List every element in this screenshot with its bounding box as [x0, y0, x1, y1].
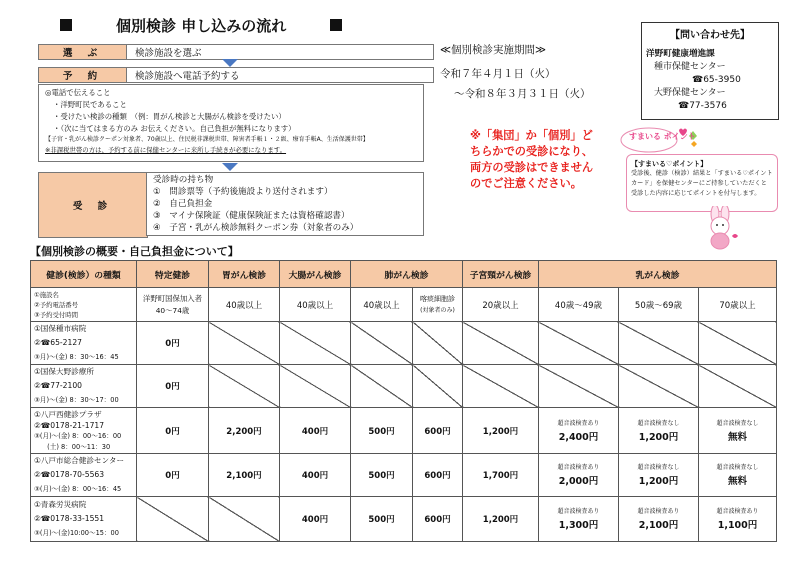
header-cervical: 子宮頸がん検診	[463, 261, 539, 288]
facility-name: ①国保大野診療所	[34, 367, 94, 376]
down-arrow-icon	[222, 163, 238, 171]
fee-amount: 2,100円	[638, 520, 679, 531]
table-row	[31, 454, 777, 497]
facility-hours: ③月)～(金) 8：30～16：45	[34, 353, 119, 361]
info-label: ②予約電話番号	[34, 300, 79, 309]
square-bullet-icon	[330, 19, 342, 31]
visit-item: ③ マイナ保険証（健康保険証または資格確認書）	[153, 211, 350, 221]
facility-hours: ③(月)～(金)10:00～15：00	[34, 529, 119, 537]
facility-name: ①八戸市総合健診センター	[34, 456, 125, 465]
header-specific: 特定健診	[137, 261, 209, 288]
ultrasound-note: 超音波検査なし	[637, 464, 680, 471]
fee-amount: 2,000円	[558, 476, 599, 487]
facility-hours: (土) 8：00～11：30	[34, 442, 111, 451]
fee-sputum: 600円	[413, 408, 463, 454]
fee-breast-70	[699, 454, 777, 497]
fee-specific: 0円	[137, 365, 209, 408]
ultrasound-note: 超音波検査なし	[637, 419, 680, 427]
fee-amount: 無料	[727, 431, 747, 443]
notes-line: ・洋野町民であること	[53, 100, 127, 109]
fee-cervical: 1,200円	[463, 408, 539, 454]
fee-stomach: 2,100円	[209, 454, 280, 497]
fee-breast-50	[619, 454, 699, 497]
info-labels	[31, 288, 137, 322]
phone-notes-box	[38, 84, 424, 162]
facility-phone: ②☎77-2100	[34, 381, 82, 390]
fee-amount: 無料	[727, 476, 747, 487]
notes-line: ・（次に当てはまる方のみ お伝えください。自己負担が無料になります）	[53, 124, 296, 133]
sub-breast-50: 50歳～69歳	[619, 288, 699, 322]
notes-line: ◎電話で伝えること	[45, 88, 111, 97]
fee-specific: 0円	[137, 408, 209, 454]
fee-colon: 400円	[280, 497, 351, 542]
facility-phone: ②☎65-2127	[34, 338, 82, 347]
not-available-cell	[280, 365, 351, 408]
visit-item: ② 自己負担金	[153, 199, 213, 209]
table-row	[31, 497, 777, 542]
header-colon: 大腸がん検診	[280, 261, 351, 288]
fee-specific: 0円	[137, 322, 209, 365]
table-title: 【個別検診の概要・自己負担金について】	[30, 245, 239, 258]
not-available-cell	[351, 365, 413, 408]
contact-dept: 洋野町健康増進課	[646, 49, 715, 59]
ultrasound-note: 超音波検査なし	[716, 419, 759, 427]
warning-line: ※「集団」か「個別」ど	[470, 129, 593, 142]
fee-stomach: 2,200円	[209, 408, 280, 454]
fee-lung: 500円	[351, 454, 413, 497]
facility-phone: ②☎0178-21-1717	[34, 420, 105, 430]
not-available-cell	[699, 322, 777, 365]
fee-sputum: 600円	[413, 454, 463, 497]
not-available-cell	[209, 497, 280, 542]
ultrasound-note: 超音波検査なし	[716, 464, 759, 471]
period-heading: ≪個別検診実施期間≫	[440, 44, 546, 56]
fee-amount: 1,100円	[717, 520, 758, 531]
not-available-cell	[619, 365, 699, 408]
table-row	[31, 408, 777, 454]
sub-sputum	[413, 288, 463, 322]
fee-cervical: 1,200円	[463, 497, 539, 542]
not-available-cell	[699, 365, 777, 408]
notes-line: ※非課税世帯の方は、予約する前に保健センターに来所し手続きが必要になります。	[45, 146, 287, 154]
header-type: 健診(検診）の種類	[31, 261, 137, 288]
step-select-label: 選 ぶ	[38, 44, 128, 60]
sub-lung: 40歳以上	[351, 288, 413, 322]
ultrasound-note: 超音波検査あり	[557, 464, 600, 471]
sub-text: 喀痰細胞診	[420, 294, 455, 303]
info-label: ①施設名	[34, 290, 59, 299]
fee-amount: 1,300円	[558, 520, 599, 531]
header-breast: 乳がん検診	[539, 261, 777, 288]
warning-message	[470, 128, 593, 192]
not-available-cell	[209, 365, 280, 408]
facility-name: ①青森労災病院	[34, 500, 87, 509]
contact-heading: 【問い合わせ先】	[670, 30, 750, 41]
table-row	[31, 365, 777, 408]
sub-breast-70: 70歳以上	[699, 288, 777, 322]
visit-items-box	[146, 172, 424, 236]
not-available-cell	[463, 322, 539, 365]
fee-amount: 1,200円	[638, 476, 679, 487]
contact-phone2: ☎77-3576	[678, 101, 727, 111]
fee-specific: 0円	[137, 454, 209, 497]
fee-amount: 1,200円	[638, 431, 679, 443]
not-available-cell	[539, 322, 619, 365]
sub-text: (対象者のみ)	[420, 306, 455, 314]
contact-center1: 種市保健センター	[654, 62, 726, 72]
points-text: 受診後、健診（検診）結果と「すまいる♡ポイントカード」を保健センターにご持参していただくと受診した内容に応じてポイントを付与します。	[631, 170, 773, 197]
visit-item: 受診時の持ち物	[153, 175, 214, 185]
warning-line: ちらかでの受診になり、	[470, 145, 594, 158]
not-available-cell	[280, 322, 351, 365]
contact-phone1: ☎65-3950	[692, 75, 741, 85]
facility-cell	[31, 408, 137, 454]
fee-breast-50	[619, 497, 699, 542]
notes-line: 【子宮・乳がん検診クーポン対象者、70歳以上、住民税非課税世帯、障害者手帳１・２級、療育手帳A、生活保護世帯】	[45, 136, 369, 143]
badge-text: すまいる ポイント	[629, 132, 696, 141]
fee-breast-40	[539, 454, 619, 497]
sub-colon: 40歳以上	[280, 288, 351, 322]
ultrasound-note: 超音波検査あり	[557, 419, 600, 427]
facility-name: ①八戸西健診プラザ	[34, 409, 102, 419]
smile-point-badge	[619, 124, 703, 154]
fee-cervical: 1,700円	[463, 454, 539, 497]
fee-lung: 500円	[351, 497, 413, 542]
table-header-row	[31, 261, 777, 288]
table-subheader-row	[31, 288, 777, 322]
header-lung: 肺がん検診	[351, 261, 463, 288]
page-title: 個別検診 申し込みの流れ	[60, 14, 390, 36]
visit-item: ① 問診票等（予約後施設より送付されます）	[153, 187, 333, 197]
sub-stomach: 40歳以上	[209, 288, 280, 322]
facility-cell	[31, 454, 137, 497]
not-available-cell	[619, 322, 699, 365]
step-reserve-label: 予 約	[38, 67, 128, 83]
fee-colon: 400円	[280, 408, 351, 454]
not-available-cell	[413, 365, 463, 408]
facility-cell	[31, 497, 137, 542]
ultrasound-note: 超音波検査あり	[637, 508, 680, 515]
visit-item: ④ 子宮・乳がん検診無料クーポン券（対象者のみ）	[153, 223, 359, 233]
period-end: ～令和８年３月３１日（火）	[454, 88, 591, 100]
fee-breast-70	[699, 408, 777, 454]
sub-cervical: 20歳以上	[463, 288, 539, 322]
contact-box	[641, 22, 779, 120]
header-stomach: 胃がん検診	[209, 261, 280, 288]
fee-amount: 2,400円	[558, 431, 599, 443]
facility-cell	[31, 322, 137, 365]
step-reserve-text: 検診施設へ電話予約する	[126, 67, 434, 83]
sub-specific	[137, 288, 209, 322]
facility-hours: ③(月)～(金) 8：00～16：00	[34, 431, 122, 440]
facility-cell	[31, 365, 137, 408]
not-available-cell	[413, 322, 463, 365]
down-arrow-icon	[222, 59, 238, 67]
square-bullet-icon	[60, 19, 72, 31]
sub-breast-40: 40歳～49歳	[539, 288, 619, 322]
not-available-cell	[351, 322, 413, 365]
contact-center2: 大野保健センター	[654, 88, 726, 98]
facility-phone: ②☎0178-70-5563	[34, 470, 105, 479]
not-available-cell	[137, 497, 209, 542]
not-available-cell	[209, 322, 280, 365]
ultrasound-note: 超音波検査あり	[557, 508, 600, 515]
not-available-cell	[463, 365, 539, 408]
period-block	[440, 42, 591, 102]
warning-line: 両方の受診はできません	[470, 161, 594, 174]
points-info-box	[626, 154, 778, 212]
table-row	[31, 322, 777, 365]
facility-hours: ③(月)～(金) 8：00～16：45	[34, 485, 122, 493]
fee-sputum: 600円	[413, 497, 463, 542]
step-visit-label: 受 診	[38, 172, 148, 238]
facility-phone: ②☎0178-33-1551	[34, 514, 105, 523]
fee-breast-70	[699, 497, 777, 542]
fee-breast-40	[539, 497, 619, 542]
facility-hours: ③月)～(金) 8：30～17：00	[34, 396, 119, 404]
rabbit-mascot-icon	[700, 206, 740, 250]
fee-breast-40	[539, 408, 619, 454]
warning-line: のでご注意ください。	[470, 177, 582, 190]
fee-lung: 500円	[351, 408, 413, 454]
notes-line: ・受けたい検診の種類 （例：胃がん検診と大腸がん検診を受けたい）	[53, 112, 286, 121]
facility-name: ①国保種市病院	[34, 324, 87, 333]
points-heading: 【すまいる♡ポイント】	[631, 160, 708, 168]
sub-text: 40～74歳	[155, 305, 190, 315]
fee-table	[30, 260, 777, 542]
sub-text: 洋野町国保加入者	[142, 293, 203, 303]
fee-colon: 400円	[280, 454, 351, 497]
period-start: 令和７年４月１日（火）	[440, 68, 556, 80]
not-available-cell	[539, 365, 619, 408]
ultrasound-note: 超音波検査あり	[716, 508, 759, 515]
step-select-text: 検診施設を選ぶ	[126, 44, 434, 60]
info-label: ③予約受付時間	[34, 310, 79, 319]
fee-breast-50	[619, 408, 699, 454]
